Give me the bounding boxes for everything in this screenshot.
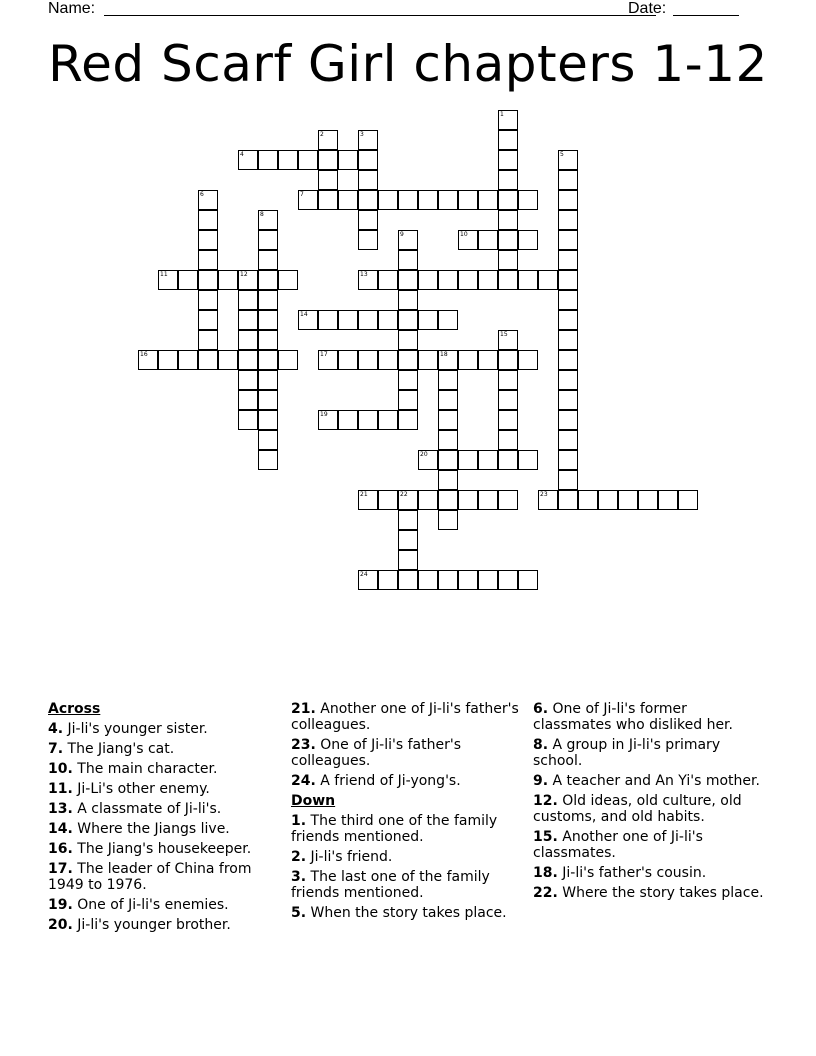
grid-cell[interactable] — [218, 270, 238, 290]
grid-cell[interactable] — [498, 110, 518, 130]
cell-number: 24 — [360, 571, 368, 578]
grid-cell[interactable] — [558, 270, 578, 290]
puzzle-title: Red Scarf Girl chapters 1-12 — [48, 35, 768, 93]
grid-cell[interactable] — [538, 270, 558, 290]
grid-cell[interactable] — [198, 350, 218, 370]
grid-cell[interactable] — [238, 330, 258, 350]
grid-cell[interactable] — [358, 230, 378, 250]
grid-cell[interactable] — [438, 190, 458, 210]
grid-cell[interactable] — [258, 410, 278, 430]
cell-number: 10 — [460, 231, 468, 238]
clue-down-3: 3. The last one of the family friends mentioned. — [291, 869, 490, 901]
grid-cell[interactable] — [498, 130, 518, 150]
grid-cell[interactable] — [518, 230, 538, 250]
grid-cell[interactable] — [398, 230, 418, 250]
grid-cell[interactable] — [498, 230, 518, 250]
grid-cell[interactable] — [278, 350, 298, 370]
clue-across-11: 11. Ji-Li's other enemy. — [48, 781, 210, 797]
grid-cell[interactable] — [538, 490, 558, 510]
grid-cell[interactable] — [418, 270, 438, 290]
grid-cell[interactable] — [398, 270, 418, 290]
grid-cell[interactable] — [418, 450, 438, 470]
grid-cell[interactable] — [498, 350, 518, 370]
grid-cell[interactable] — [178, 350, 198, 370]
grid-cell[interactable] — [558, 290, 578, 310]
grid-cell[interactable] — [478, 230, 498, 250]
cell-number: 16 — [140, 351, 148, 358]
grid-cell[interactable] — [358, 350, 378, 370]
grid-cell[interactable] — [398, 490, 418, 510]
grid-cell[interactable] — [258, 270, 278, 290]
across-heading: Across — [48, 701, 101, 717]
grid-cell[interactable] — [258, 390, 278, 410]
grid-cell[interactable] — [398, 410, 418, 430]
grid-cell[interactable] — [558, 150, 578, 170]
cell-number: 19 — [320, 411, 328, 418]
grid-cell[interactable] — [438, 350, 458, 370]
grid-cell[interactable] — [498, 330, 518, 350]
grid-cell[interactable] — [438, 370, 458, 390]
grid-cell[interactable] — [238, 370, 258, 390]
grid-cell[interactable] — [238, 290, 258, 310]
grid-cell[interactable] — [418, 490, 438, 510]
grid-cell[interactable] — [418, 310, 438, 330]
grid-cell[interactable] — [558, 490, 578, 510]
grid-cell[interactable] — [498, 370, 518, 390]
grid-cell[interactable] — [458, 450, 478, 470]
grid-cell[interactable] — [358, 270, 378, 290]
grid-cell[interactable] — [518, 450, 538, 470]
clue-down-12: 12. Old ideas, old culture, old customs, and old habits. — [533, 793, 742, 825]
clue-across-13: 13. A classmate of Ji-li's. — [48, 801, 222, 817]
grid-cell[interactable] — [198, 330, 218, 350]
grid-cell[interactable] — [318, 150, 338, 170]
grid-cell[interactable] — [558, 410, 578, 430]
grid-cell[interactable] — [458, 230, 478, 250]
grid-cell[interactable] — [438, 490, 458, 510]
cell-number: 21 — [360, 491, 368, 498]
grid-cell[interactable] — [458, 570, 478, 590]
grid-cell[interactable] — [258, 350, 278, 370]
clue-across-16: 16. The Jiang's housekeeper. — [48, 841, 252, 857]
clue-across-14: 14. Where the Jiangs live. — [48, 821, 230, 837]
cell-number: 15 — [500, 331, 508, 338]
grid-cell[interactable] — [558, 210, 578, 230]
grid-cell[interactable] — [498, 450, 518, 470]
down-heading: Down — [291, 793, 336, 809]
grid-cell[interactable] — [358, 210, 378, 230]
grid-cell[interactable] — [378, 490, 398, 510]
grid-cell[interactable] — [678, 490, 698, 510]
date-label: Date: — [628, 0, 667, 17]
grid-cell[interactable] — [438, 270, 458, 290]
grid-cell[interactable] — [318, 130, 338, 150]
grid-cell[interactable] — [398, 310, 418, 330]
cell-number: 11 — [160, 271, 168, 278]
grid-cell[interactable] — [498, 570, 518, 590]
clue-across-4: 4. Ji-li's younger sister. — [48, 721, 208, 737]
grid-cell[interactable] — [358, 150, 378, 170]
grid-cell[interactable] — [378, 310, 398, 330]
grid-cell[interactable] — [158, 270, 178, 290]
grid-cell[interactable] — [258, 230, 278, 250]
grid-cell[interactable] — [198, 310, 218, 330]
grid-cell[interactable] — [438, 510, 458, 530]
grid-cell[interactable] — [558, 350, 578, 370]
grid-cell[interactable] — [358, 190, 378, 210]
cell-number: 20 — [420, 451, 428, 458]
grid-cell[interactable] — [518, 190, 538, 210]
grid-cell[interactable] — [418, 190, 438, 210]
cell-number: 4 — [240, 151, 244, 158]
clue-across-23: 23. One of Ji-li's father's colleagues. — [291, 737, 461, 769]
grid-cell[interactable] — [398, 530, 418, 550]
grid-cell[interactable] — [318, 170, 338, 190]
cell-number: 23 — [540, 491, 548, 498]
grid-cell[interactable] — [338, 310, 358, 330]
cell-number: 2 — [320, 131, 324, 138]
grid-cell[interactable] — [498, 430, 518, 450]
grid-cell[interactable] — [498, 210, 518, 230]
grid-cell[interactable] — [358, 410, 378, 430]
cell-number: 7 — [300, 191, 304, 198]
grid-cell[interactable] — [458, 270, 478, 290]
grid-cell[interactable] — [338, 410, 358, 430]
grid-cell[interactable] — [558, 190, 578, 210]
clue-down-18: 18. Ji-li's father's cousin. — [533, 865, 707, 881]
cell-number: 14 — [300, 311, 308, 318]
grid-cell[interactable] — [358, 490, 378, 510]
grid-cell[interactable] — [518, 270, 538, 290]
clue-down-5: 5. When the story takes place. — [291, 905, 507, 921]
grid-cell[interactable] — [658, 490, 678, 510]
grid-cell[interactable] — [378, 270, 398, 290]
grid-cell[interactable] — [258, 430, 278, 450]
grid-cell[interactable] — [398, 290, 418, 310]
grid-cell[interactable] — [398, 550, 418, 570]
cell-number: 8 — [260, 211, 264, 218]
grid-cell[interactable] — [398, 350, 418, 370]
cell-number: 13 — [360, 271, 368, 278]
grid-cell[interactable] — [258, 450, 278, 470]
grid-cell[interactable] — [498, 490, 518, 510]
grid-cell[interactable] — [158, 350, 178, 370]
clue-across-7: 7. The Jiang's cat. — [48, 741, 175, 757]
grid-cell[interactable] — [238, 150, 258, 170]
cell-number: 9 — [400, 231, 404, 238]
grid-cell[interactable] — [238, 410, 258, 430]
grid-cell[interactable] — [258, 330, 278, 350]
grid-cell[interactable] — [258, 210, 278, 230]
grid-cell[interactable] — [318, 410, 338, 430]
grid-cell[interactable] — [398, 370, 418, 390]
grid-cell[interactable] — [398, 250, 418, 270]
grid-cell[interactable] — [298, 190, 318, 210]
clue-down-9: 9. A teacher and An Yi's mother. — [533, 773, 760, 789]
grid-cell[interactable] — [558, 390, 578, 410]
grid-cell[interactable] — [478, 490, 498, 510]
grid-cell[interactable] — [498, 410, 518, 430]
grid-cell[interactable] — [478, 570, 498, 590]
grid-cell[interactable] — [398, 510, 418, 530]
grid-cell[interactable] — [358, 570, 378, 590]
grid-cell[interactable] — [558, 330, 578, 350]
grid-cell[interactable] — [338, 350, 358, 370]
clue-across-10: 10. The main character. — [48, 761, 218, 777]
grid-cell[interactable] — [258, 250, 278, 270]
grid-cell[interactable] — [478, 190, 498, 210]
grid-cell[interactable] — [378, 350, 398, 370]
cell-number: 17 — [320, 351, 328, 358]
grid-cell[interactable] — [438, 390, 458, 410]
cell-number: 18 — [440, 351, 448, 358]
grid-cell[interactable] — [558, 470, 578, 490]
cell-number: 1 — [500, 111, 504, 118]
clue-across-20: 20. Ji-li's younger brother. — [48, 917, 231, 933]
grid-cell[interactable] — [518, 350, 538, 370]
grid-cell[interactable] — [378, 190, 398, 210]
grid-cell[interactable] — [398, 190, 418, 210]
grid-cell[interactable] — [638, 490, 658, 510]
grid-cell[interactable] — [238, 310, 258, 330]
grid-cell[interactable] — [338, 190, 358, 210]
cell-number: 6 — [200, 191, 204, 198]
cell-number: 3 — [360, 131, 364, 138]
grid-cell[interactable] — [198, 270, 218, 290]
grid-cell[interactable] — [258, 310, 278, 330]
grid-cell[interactable] — [318, 350, 338, 370]
grid-cell[interactable] — [478, 450, 498, 470]
grid-cell[interactable] — [558, 370, 578, 390]
clue-down-8: 8. A group in Ji-li's primary school. — [533, 737, 721, 769]
grid-cell[interactable] — [358, 130, 378, 150]
clue-across-17: 17. The leader of China from 1949 to 1976. — [48, 861, 252, 893]
grid-cell[interactable] — [438, 470, 458, 490]
grid-cell[interactable] — [458, 350, 478, 370]
grid-cell[interactable] — [238, 390, 258, 410]
grid-cell[interactable] — [198, 250, 218, 270]
grid-cell[interactable] — [558, 230, 578, 250]
grid-cell[interactable] — [618, 490, 638, 510]
grid-cell[interactable] — [418, 570, 438, 590]
grid-cell[interactable] — [318, 190, 338, 210]
grid-cell[interactable] — [518, 570, 538, 590]
grid-cell[interactable] — [498, 270, 518, 290]
grid-cell[interactable] — [278, 270, 298, 290]
grid-cell[interactable] — [498, 170, 518, 190]
grid-cell[interactable] — [238, 270, 258, 290]
grid-cell[interactable] — [378, 570, 398, 590]
grid-cell[interactable] — [398, 570, 418, 590]
grid-cell[interactable] — [198, 230, 218, 250]
grid-cell[interactable] — [258, 370, 278, 390]
grid-cell[interactable] — [598, 490, 618, 510]
grid-cell[interactable] — [498, 150, 518, 170]
cell-number: 12 — [240, 271, 248, 278]
grid-cell[interactable] — [438, 410, 458, 430]
cell-number: 22 — [400, 491, 408, 498]
grid-cell[interactable] — [358, 170, 378, 190]
grid-cell[interactable] — [438, 450, 458, 470]
clue-down-6: 6. One of Ji-li's former classmates who disliked her. — [533, 701, 733, 733]
grid-cell[interactable] — [478, 350, 498, 370]
grid-cell[interactable] — [198, 190, 218, 210]
grid-cell[interactable] — [558, 450, 578, 470]
grid-cell[interactable] — [558, 430, 578, 450]
grid-cell[interactable] — [398, 390, 418, 410]
grid-cell[interactable] — [378, 410, 398, 430]
clue-down-22: 22. Where the story takes place. — [533, 885, 764, 901]
clue-down-1: 1. The third one of the family friends mentioned. — [291, 813, 498, 845]
clue-down-2: 2. Ji-li's friend. — [291, 849, 393, 865]
grid-cell[interactable] — [298, 150, 318, 170]
grid-cell[interactable] — [498, 390, 518, 410]
grid-cell[interactable] — [178, 270, 198, 290]
clues-column-2 — [291, 701, 523, 925]
grid-cell[interactable] — [258, 290, 278, 310]
grid-cell[interactable] — [398, 330, 418, 350]
grid-cell[interactable] — [578, 490, 598, 510]
grid-cell[interactable] — [558, 310, 578, 330]
clue-across-21: 21. Another one of Ji-li's father's colleagues. — [291, 701, 519, 733]
grid-cell[interactable] — [418, 350, 438, 370]
name-label: Name: — [48, 0, 96, 17]
grid-cell[interactable] — [558, 170, 578, 190]
grid-cell[interactable] — [198, 290, 218, 310]
cell-number: 5 — [560, 151, 564, 158]
clue-down-15: 15. Another one of Ji-li's classmates. — [533, 829, 703, 861]
grid-cell[interactable] — [238, 350, 258, 370]
grid-cell[interactable] — [318, 310, 338, 330]
grid-cell[interactable] — [258, 150, 278, 170]
grid-cell[interactable] — [438, 570, 458, 590]
clues-column-1 — [48, 701, 280, 937]
grid-cell[interactable] — [438, 430, 458, 450]
grid-cell[interactable] — [478, 270, 498, 290]
grid-cell[interactable] — [458, 490, 478, 510]
clue-across-19: 19. One of Ji-li's enemies. — [48, 897, 229, 913]
grid-cell[interactable] — [558, 250, 578, 270]
grid-cell[interactable] — [218, 350, 238, 370]
grid-cell[interactable] — [438, 310, 458, 330]
grid-cell[interactable] — [498, 190, 518, 210]
clue-across-24: 24. A friend of Ji-yong's. — [291, 773, 461, 789]
grid-cell[interactable] — [278, 150, 298, 170]
clues-column-3 — [533, 701, 765, 905]
grid-cell[interactable] — [338, 150, 358, 170]
grid-cell[interactable] — [298, 310, 318, 330]
grid-cell[interactable] — [458, 190, 478, 210]
grid-cell[interactable] — [498, 250, 518, 270]
grid-cell[interactable] — [138, 350, 158, 370]
grid-cell[interactable] — [198, 210, 218, 230]
grid-cell[interactable] — [358, 310, 378, 330]
